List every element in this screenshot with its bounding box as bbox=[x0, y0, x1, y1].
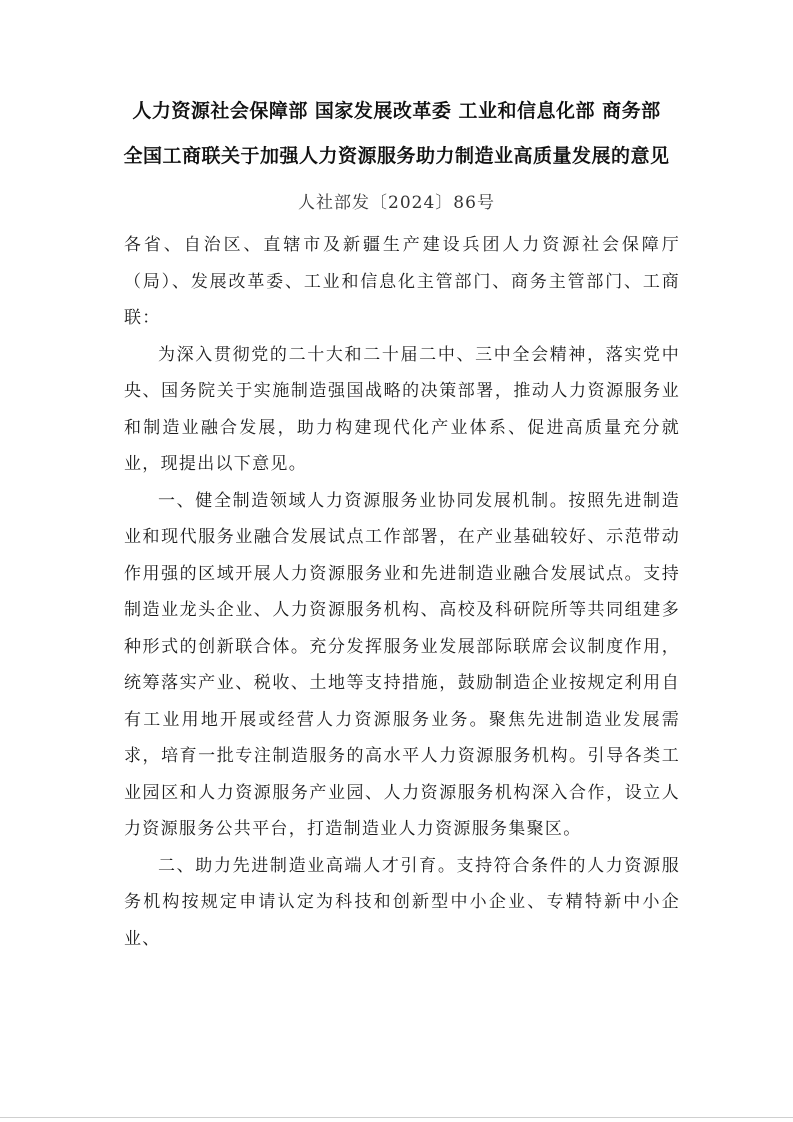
document-number: 人社部发〔2024〕86号 bbox=[298, 193, 495, 213]
title-line-1: 人力资源社会保障部 国家发展改革委 工业和信息化部 商务部 bbox=[132, 100, 661, 122]
page-bottom-divider bbox=[0, 1117, 793, 1118]
paragraph-section-1: 一、健全制造领域人力资源服务业协同发展机制。按照先进制造业和现代服务业融合发展试点工作部署，在产业基础较好、示范带动作用强的区域开展人力资源服务业和先进制造业融合发展试点。支持制造业龙头企业、人力资源服务机构、高校及科研院所等共同组建多种形式的创新联合体。充分发挥服务业发展部际联席会议制度作用，统筹落实产业、税收、土地等支持措施，鼓励制造企业按规定利用自有工业用地开展或经营人力资源服务业务。聚焦先进制造业发展需求，培育一批专注制造服务的高水平人力资源服务机构。引导各类工业园区和人力资源服务产业园、人力资源服务机构深入合作，设立人力资源服务公共平台，打造制造业人力资源服务集聚区。 bbox=[124, 490, 680, 839]
salutation: 各省、自治区、直辖市及新疆生产建设兵团人力资源社会保障厅（局）、发展改革委、工业和信息化主管部门、商务主管部门、工商联： bbox=[124, 235, 680, 328]
paragraph-intro: 为深入贯彻党的二十大和二十届二中、三中全会精神，落实党中央、国务院关于实施制造强国战略的决策部署，推动人力资源服务业和制造业融合发展，助力构建现代化产业体系、促进高质量充分就业，现提出以下意见。 bbox=[124, 344, 680, 474]
document-body bbox=[124, 227, 680, 957]
paragraph-section-2: 二、助力先进制造业高端人才引育。支持符合条件的人力资源服务机构按规定申请认定为科技和创新型中小企业、专精特新中小企业、 bbox=[124, 855, 680, 949]
title-line-2: 全国工商联关于加强人力资源服务助力制造业高质量发展的意见 bbox=[123, 145, 670, 167]
